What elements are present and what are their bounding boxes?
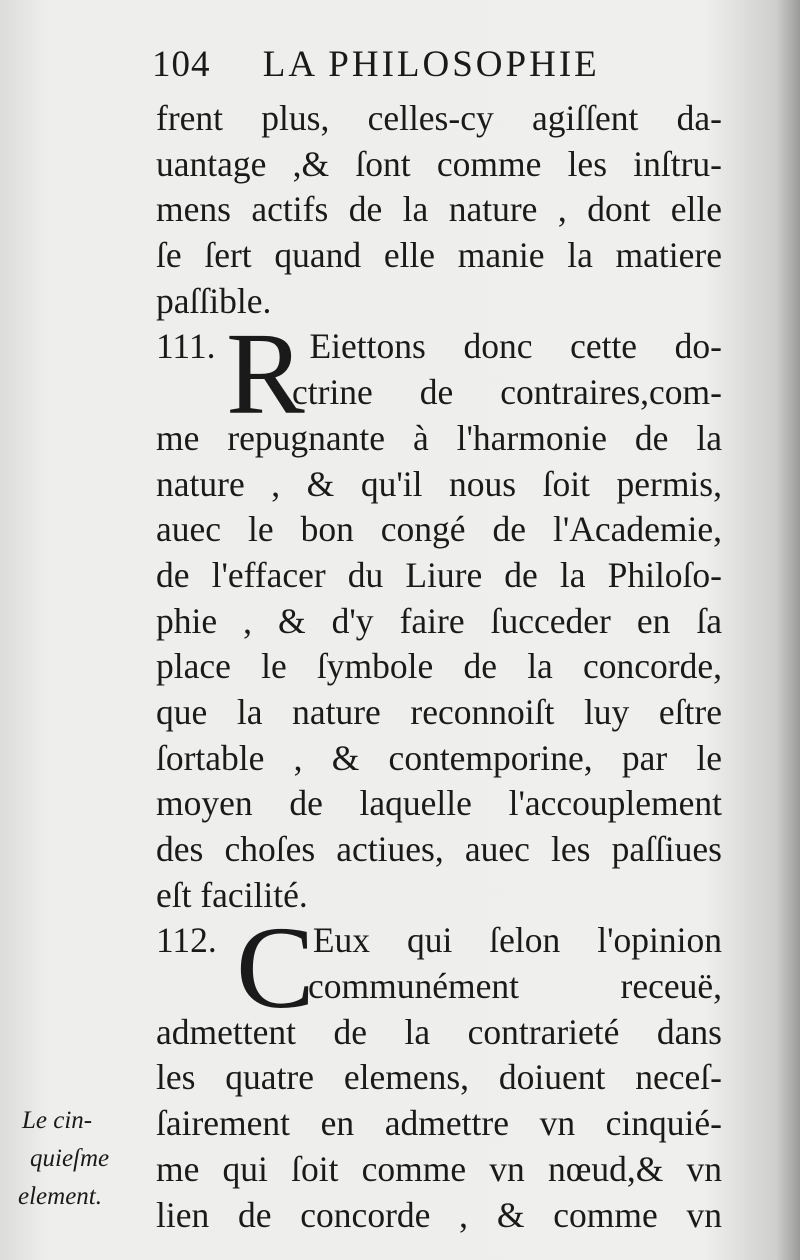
text-line: de l'effacer du Liure de la Philoſo- <box>156 554 722 595</box>
text-line: des choſes actiues, auec les paſſiues <box>156 829 722 869</box>
text-line: ſe ſert quand elle manie la matiere <box>156 235 722 276</box>
text-line: mens actifs de la nature , dont elle <box>156 189 722 230</box>
first-line-text: Eux qui ſelon l'opinion <box>312 920 722 961</box>
running-title: LA PHILOSOPHIE <box>262 44 600 85</box>
text-line: phie , & d'y faire ſucceder en ſa <box>156 600 722 641</box>
text-line: paſſible. <box>156 280 272 321</box>
marginal-note-line: quieſme <box>30 1145 110 1172</box>
text-line: frent plus, celles-cy agiſſent da- <box>156 98 722 138</box>
running-header <box>152 40 712 90</box>
marginal-note-line: Le cin- <box>22 1107 93 1134</box>
text-line: admettent de la contrarieté dans <box>156 1011 722 1052</box>
paragraph-112 <box>156 902 722 1238</box>
text-line: ſairement en admettre vn cinquié- <box>156 1103 722 1144</box>
text-line: ſortable , & contemporine, par le <box>156 737 722 778</box>
text-line: nature , & qu'il nous ſoit permis, <box>156 463 722 504</box>
text-line: moyen de laquelle l'accouplement <box>156 783 722 824</box>
paragraph-111 <box>156 308 722 918</box>
drop-cap: C <box>236 902 315 1034</box>
paragraph-number: 112. <box>156 920 217 961</box>
text-line: me repugnante à l'harmonie de la <box>156 417 722 458</box>
drop-cap: R <box>226 308 305 440</box>
text-line: uantage ,& ſont comme les inſtru- <box>156 143 722 184</box>
text-line: communément receuë, <box>308 966 722 1007</box>
text-line: ctrine de contraires,com- <box>292 372 722 413</box>
body-text <box>156 96 722 1238</box>
page-number: 104 <box>152 44 211 85</box>
text-line: eſt facilité. <box>156 874 308 915</box>
text-line: les quatre elemens, doiuent neceſ- <box>156 1057 722 1098</box>
marginal-note <box>18 1102 128 1216</box>
first-line-text: Eiettons donc cette do- <box>309 326 722 367</box>
paragraph-number: 111. <box>156 326 216 367</box>
text-line: lien de concorde , & comme vn <box>156 1194 722 1235</box>
intro-paragraph <box>156 96 722 324</box>
text-line: place le ſymbole de la concorde, <box>156 646 722 687</box>
text-line: que la nature reconnoiſt luy eſtre <box>156 691 722 732</box>
text-line: me qui ſoit comme vn nœud,& vn <box>156 1148 722 1189</box>
text-line: auec le bon congé de l'Academie, <box>156 509 722 550</box>
marginal-note-line: element. <box>18 1183 102 1210</box>
